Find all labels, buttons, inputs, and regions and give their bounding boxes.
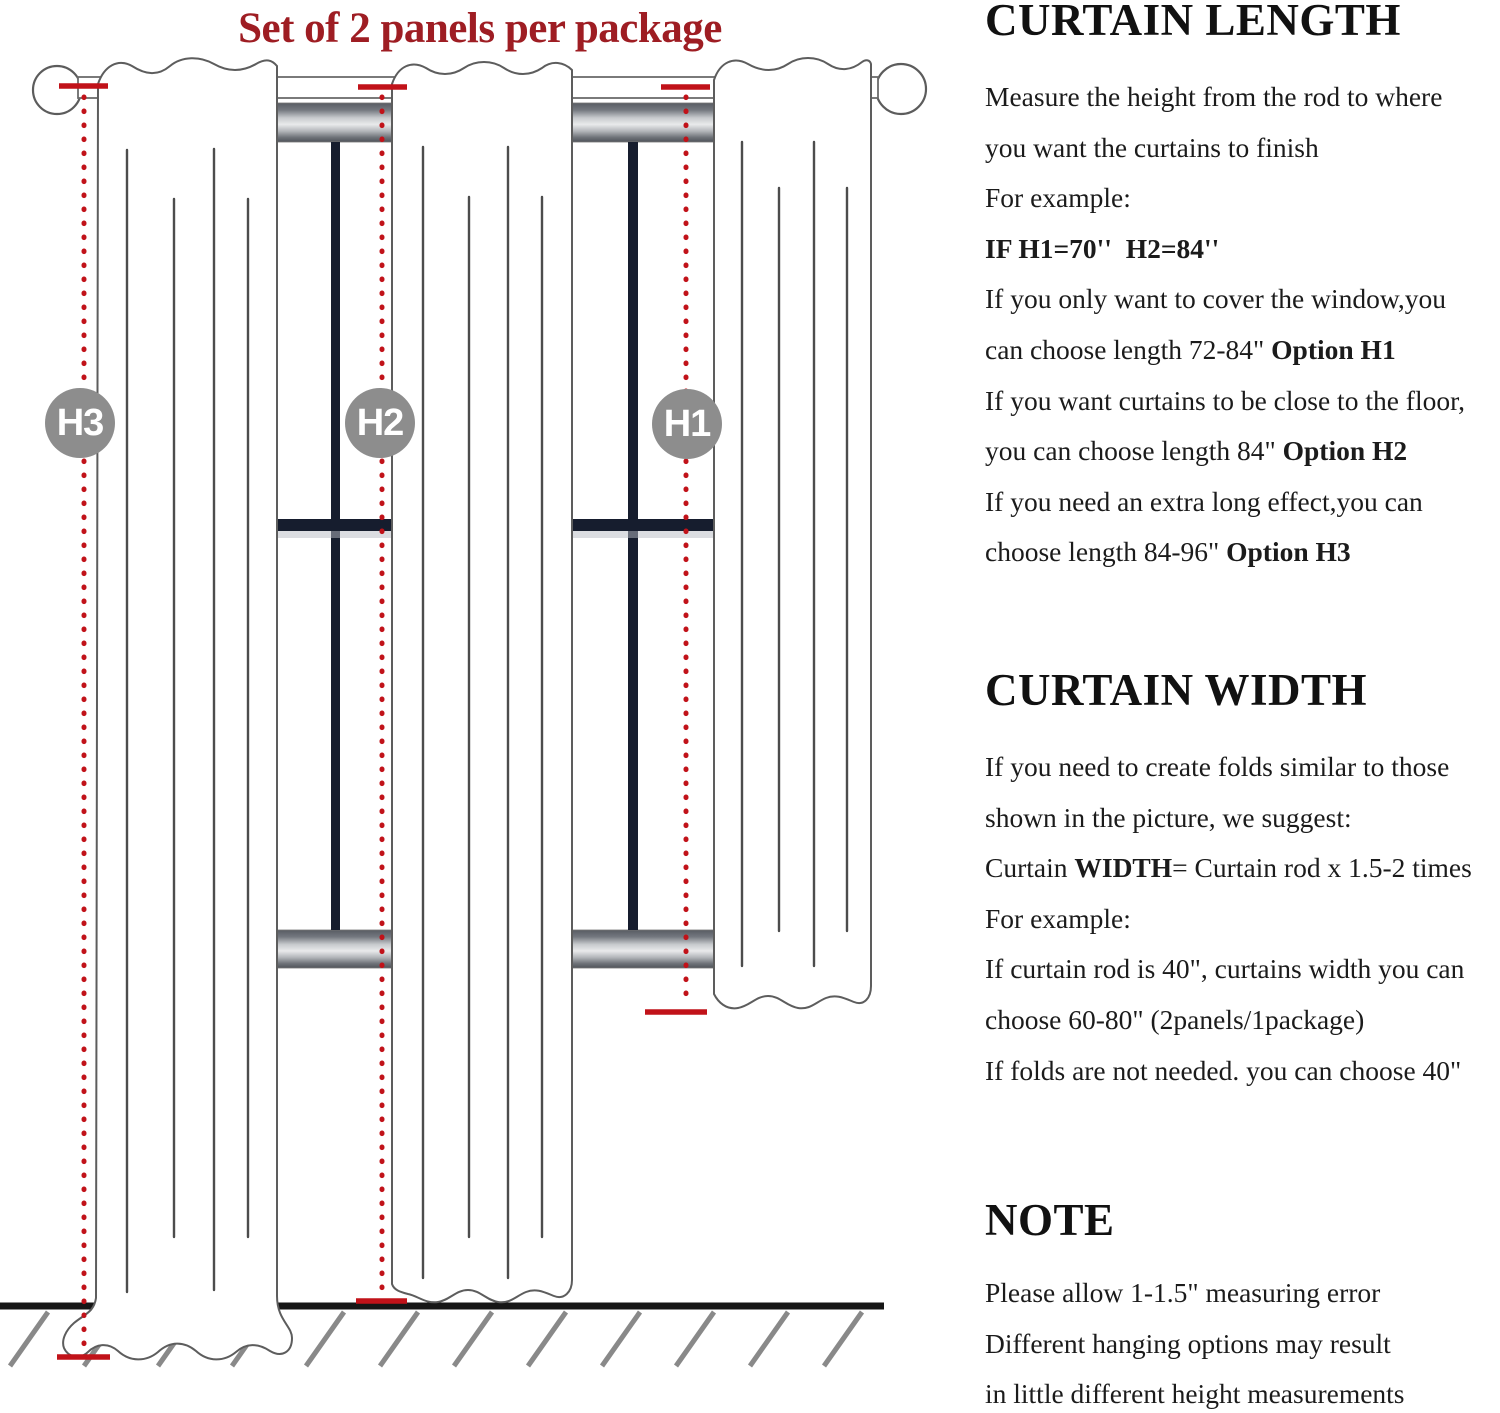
text-line	[985, 894, 1495, 945]
seg: choose length 84-96"	[985, 536, 1227, 568]
text-line	[985, 742, 1495, 793]
section-body-curtain-width	[985, 742, 1495, 1096]
seg: Option H2	[1282, 435, 1408, 467]
text-line	[985, 72, 1495, 123]
seg: Curtain	[985, 852, 1075, 884]
length-option-label-h3: H3	[45, 388, 115, 458]
text-line	[985, 793, 1495, 844]
text-line	[985, 1319, 1495, 1370]
measure-line-h1	[645, 87, 710, 1012]
text-line	[985, 995, 1495, 1046]
seg: can choose length 72-84"	[985, 333, 1272, 365]
seg: If you only want to cover the window,you	[985, 283, 1447, 315]
seg: WIDTH	[1074, 852, 1173, 884]
seg: If curtain rod is 40", curtains width you can	[985, 953, 1465, 985]
text-line	[985, 426, 1495, 477]
seg: in little different height measurements	[985, 1378, 1405, 1410]
text-line	[985, 1268, 1495, 1319]
text-line	[985, 325, 1495, 376]
seg: If you need an extra long effect,you can	[985, 485, 1423, 517]
seg: IF H1=70'' H2=84''	[985, 232, 1220, 264]
text-line	[985, 376, 1495, 427]
seg: If you need to create folds similar to those	[985, 751, 1450, 782]
length-option-label-h1: H1	[652, 389, 722, 459]
section-heading-curtain-width: CURTAIN WIDTH	[985, 665, 1368, 715]
text-line	[985, 843, 1495, 894]
seg: For example:	[985, 182, 1131, 214]
instructions-column	[985, 0, 1495, 1413]
text-line	[985, 1369, 1495, 1413]
seg: If folds are not needed. you can choose 40"	[985, 1054, 1462, 1086]
text-line	[985, 527, 1495, 578]
section-body-note	[985, 1268, 1495, 1413]
text-line	[985, 1046, 1495, 1097]
length-option-label-h2: H2	[345, 388, 415, 458]
section-heading-note: NOTE	[985, 1195, 1115, 1245]
seg: you want the curtains to finish	[985, 131, 1319, 163]
seg: choose 60-80" (2panels/1package)	[985, 1003, 1365, 1035]
section-body-curtain-length	[985, 72, 1495, 578]
rod-finial-left	[33, 66, 81, 114]
seg: you can choose length 84"	[985, 435, 1283, 467]
curtain-panel-h3	[63, 58, 292, 1359]
seg: Measure the height from the rod to where	[985, 81, 1443, 112]
seg: If you want curtains to be close to the floor,	[985, 384, 1466, 416]
text-line	[985, 224, 1495, 275]
seg: shown in the picture, we suggest:	[985, 801, 1352, 833]
seg: Option H1	[1271, 333, 1396, 365]
text-line	[985, 274, 1495, 325]
diagram-title: Set of 2 panels per package	[238, 5, 722, 52]
curtain-panel-h2	[392, 62, 572, 1302]
text-line	[985, 477, 1495, 528]
rod-finial-right	[876, 64, 926, 114]
seg: Different hanging options may result	[985, 1327, 1391, 1359]
curtain-panel-h1	[714, 58, 871, 1008]
seg: For example:	[985, 902, 1131, 934]
text-line	[985, 944, 1495, 995]
seg: = Curtain rod x 1.5-2 times	[1172, 852, 1472, 884]
text-line	[985, 123, 1495, 174]
seg: Option H3	[1226, 536, 1351, 568]
section-heading-curtain-length: CURTAIN LENGTH	[985, 0, 1401, 45]
text-line	[985, 173, 1495, 224]
seg: Please allow 1-1.5" measuring error	[985, 1277, 1381, 1308]
